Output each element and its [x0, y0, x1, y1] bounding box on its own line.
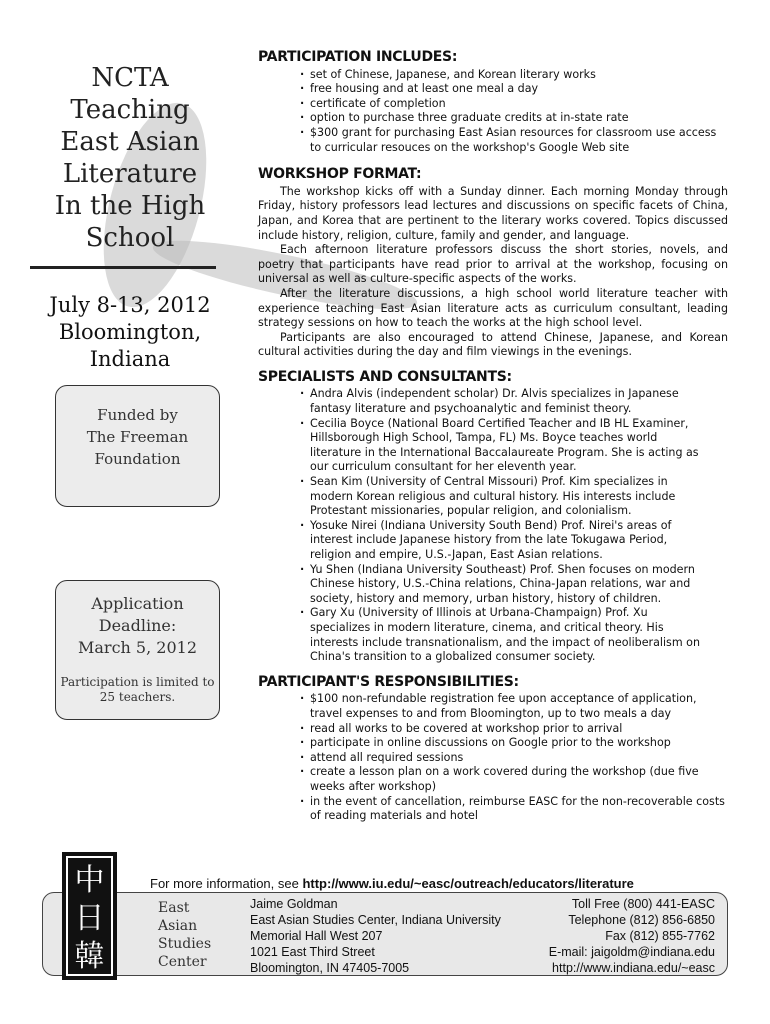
telephone: Telephone (812) 856-6850: [568, 913, 715, 927]
address-line: 1021 East Third Street: [250, 945, 375, 959]
list-item: · Sean Kim (University of Central Missouri) Prof. Kim specializes in modern Korean religious and cultural history. His interests include Protestant missionaries, popular religion, and colonialism.: [300, 475, 708, 519]
center-name-line: East: [158, 900, 190, 916]
address-line: Jaime Goldman: [250, 897, 338, 911]
participation-limit-note: Participation is limited to 25 teachers.: [60, 675, 215, 704]
title-line: NCTA: [91, 63, 169, 93]
contact-details: [549, 896, 715, 976]
logo-char: 中: [74, 863, 105, 898]
funded-line: Foundation: [94, 450, 181, 468]
address-block: [250, 896, 501, 976]
address-line: Bloomington, IN 47405-7005: [250, 961, 410, 975]
list-item: · $300 grant for purchasing East Asian resources for classroom use access to curricular resouces on the workshop's Google Web site: [300, 126, 728, 155]
center-name-line: Center: [158, 954, 207, 970]
divider: [30, 266, 216, 269]
center-name: [158, 899, 211, 971]
website-link[interactable]: http://www.indiana.edu/~easc: [552, 961, 715, 975]
list-item: · Yosuke Nirei (Indiana University South Bend) Prof. Nirei's areas of interest include Japanese history from the late Tokugawa Period, religion and empire, U.S.-Japan, East Asian relations.: [300, 519, 708, 563]
title-line: Teaching: [70, 95, 190, 125]
contact-box: [42, 892, 728, 976]
deadline-line: Deadline:: [98, 616, 177, 635]
list-item: · set of Chinese, Japanese, and Korean literary works: [300, 68, 728, 83]
fax: Fax (812) 855-7762: [605, 929, 715, 943]
list-item: · attend all required sessions: [300, 751, 728, 766]
center-name-line: Studies: [158, 936, 212, 952]
address-line: East Asian Studies Center, Indiana University: [250, 913, 501, 927]
paragraph: After the literature discussions, a high school world literature teacher with experience teaching East Asian literature acts as curriculum consultant, leading strategy sessions on how to teach the works at the high school level.: [258, 286, 728, 330]
funded-by-box: [55, 385, 220, 507]
email-link[interactable]: E-mail: jaigoldm@indiana.edu: [548, 945, 715, 959]
list-item: · free housing and at least one meal a day: [300, 82, 728, 97]
title-line: East Asian: [60, 127, 200, 157]
title-line: School: [85, 223, 175, 253]
location-line: Bloomington,: [58, 320, 202, 344]
format-section: [258, 167, 728, 360]
deadline-line: Application: [91, 594, 184, 613]
address-line: Memorial Hall West 207: [250, 929, 383, 943]
logo-char: 日: [74, 901, 105, 936]
list-item: · in the event of cancellation, reimburse EASC for the non-recoverable costs of reading materials and hotel: [300, 795, 728, 824]
participation-section: [258, 50, 728, 155]
more-info-line: [150, 876, 634, 891]
more-info-label: For more information, see: [150, 876, 303, 891]
section-heading: SPECIALISTS AND CONSULTANTS:: [258, 368, 512, 385]
list-item: · option to purchase three graduate credits at in-state rate: [300, 111, 728, 126]
list-item: · Cecilia Boyce (National Board Certified Teacher and IB HL Examiner, Hillsborough High School, Tampa, FL) Ms. Boyce teaches world literature in the International Baccalaureate Program. She is acting as our curriculum consultant for her eleventh year.: [300, 417, 708, 475]
toll-free: Toll Free (800) 441-EASC: [571, 897, 715, 911]
workshop-title: [30, 62, 230, 254]
location-line: Indiana: [89, 347, 171, 371]
paragraph: Each afternoon literature professors discuss the short stories, novels, and poetry that participants have read prior to arrival at the workshop, focusing on universal as well as culture-specific aspects of the works.: [258, 243, 728, 286]
section-heading: WORKSHOP FORMAT:: [258, 166, 422, 183]
center-name-line: Asian: [158, 918, 198, 934]
funded-line: The Freeman: [86, 428, 189, 446]
dates-location: [30, 292, 230, 373]
list-item: · create a lesson plan on a work covered during the workshop (due five weeks after workshop): [300, 765, 728, 794]
funded-line: Funded by: [97, 406, 178, 424]
list-item: · certificate of completion: [300, 97, 728, 112]
list-item: · Andra Alvis (independent scholar) Dr. Alvis specializes in Japanese fantasy literature and psychoanalytic and feminist theory.: [300, 387, 708, 416]
list-item: · participate in online discussions on Google prior to the workshop: [300, 736, 728, 751]
more-info-link[interactable]: http://www.iu.edu/~easc/outreach/educators/literature: [302, 876, 634, 891]
section-heading: PARTICIPATION INCLUDES:: [258, 49, 458, 65]
easc-logo: [62, 852, 117, 980]
title-line: Literature: [62, 159, 198, 189]
section-heading: PARTICIPANT'S RESPONSIBILITIES:: [258, 673, 519, 690]
list-item: · Yu Shen (Indiana University Southeast) Prof. Shen focuses on modern Chinese history, U.S.-China relations, China-Japan relations, war and society, history and memory, urban history, history of children.: [300, 563, 708, 607]
list-item: · read all works to be covered at workshop prior to arrival: [300, 722, 728, 737]
date-line: July 8-13, 2012: [49, 293, 211, 317]
deadline-date: March 5, 2012: [78, 638, 197, 657]
specialists-section: [258, 370, 728, 665]
list-item: · Gary Xu (University of Illinois at Urbana-Champaign) Prof. Xu specializes in modern literature, cinema, and critical theory. His interests include transnationalism, and the impact of neoliberalism on China's transition to a globalized consumer society.: [300, 606, 708, 664]
deadline-box: [55, 580, 220, 720]
paragraph: The workshop kicks off with a Sunday dinner. Each morning Monday through Friday, history professors lead lectures and discussions on specific facets of China, Japan, and Korea that are pertinent to the literary works covered. Topics discussed include history, religion, culture, family and gender, and language.: [258, 184, 728, 242]
list-item: · $100 non-refundable registration fee upon acceptance of application, travel expenses to and from Bloomington, up to two meals a day: [300, 692, 728, 721]
paragraph: Participants are also encouraged to attend Chinese, Japanese, and Korean cultural activities during the day and film viewings in the evenings.: [258, 330, 728, 359]
title-line: In the High: [54, 191, 206, 221]
main-content: [258, 50, 728, 832]
logo-char: 韓: [74, 939, 105, 974]
responsibilities-section: [258, 675, 728, 824]
